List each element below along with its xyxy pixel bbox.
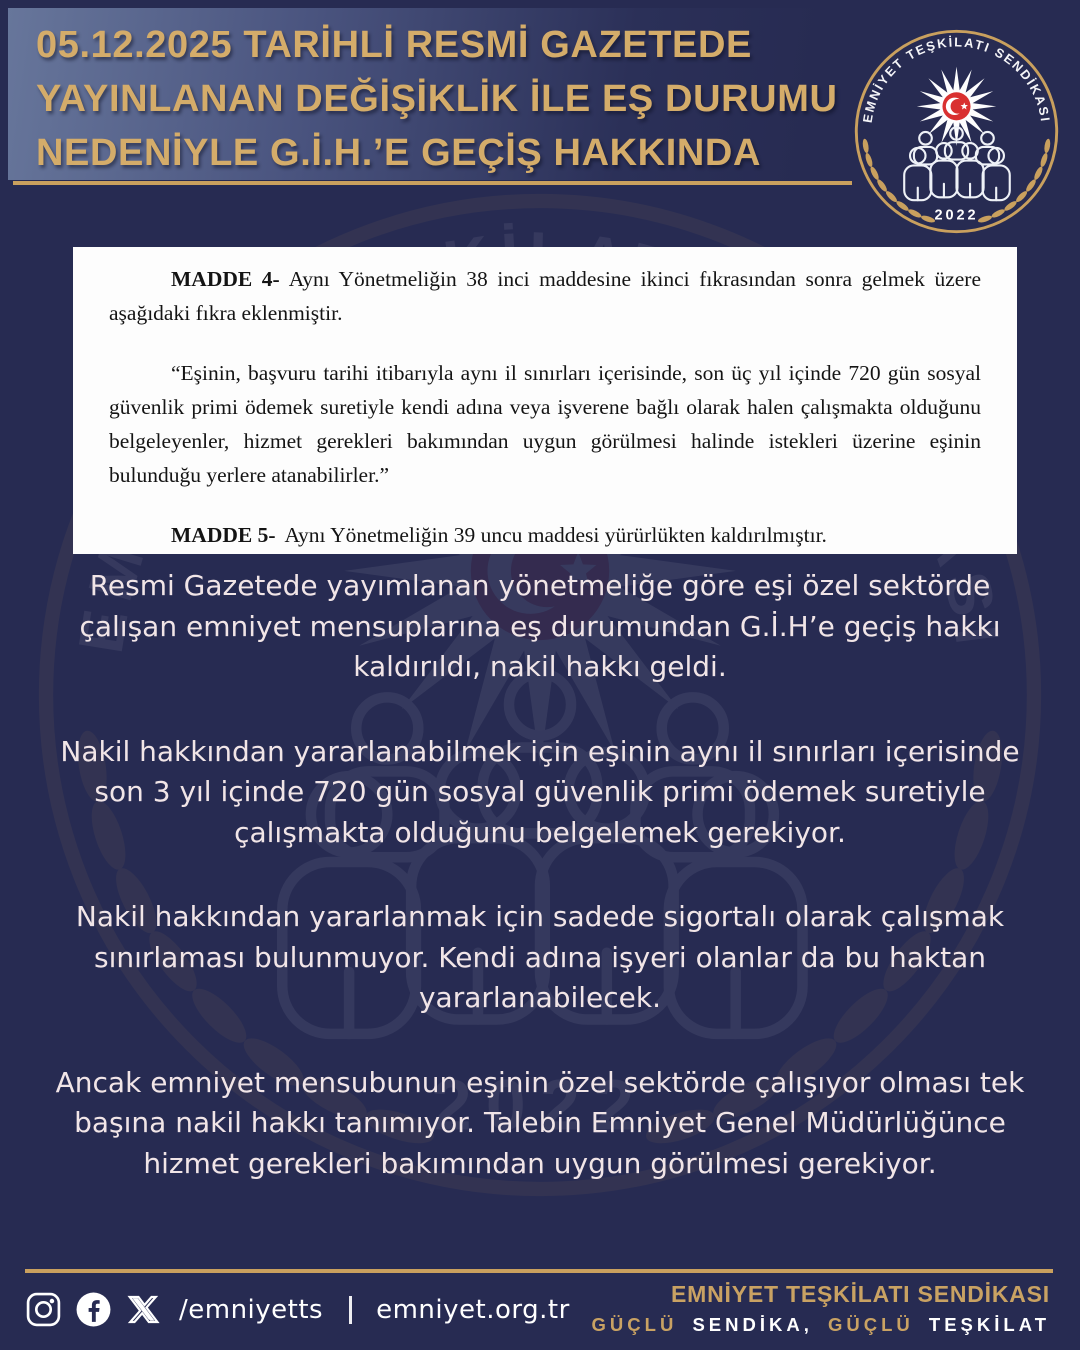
slogan-word-2: SENDİKA, [692, 1314, 813, 1335]
brand-name: EMNİYET TEŞKİLATI SENDİKASI [671, 1281, 1050, 1307]
social-handle: /emniyetts [179, 1294, 324, 1325]
title-line-2: YAYINLANAN DEĞİŞİKLİK İLE EŞ DURUMU [36, 78, 838, 120]
gazette-article-5 [109, 518, 981, 552]
gazette-article-4 [109, 262, 981, 330]
article-5-label: MADDE 5- [171, 523, 276, 547]
slogan-word-1: GÜÇLÜ [591, 1314, 678, 1335]
article-5-text: Aynı Yönetmeliğin 39 uncu maddesi yürürlükten kaldırılmıştır. [284, 523, 827, 547]
announcement-body [48, 566, 1032, 1228]
article-4-label: MADDE 4- [171, 267, 280, 291]
footer-gold-rule [25, 1269, 1053, 1273]
body-paragraph-2: Nakil hakkından yararlanabilmek için eşinin aynı il sınırları içerisinde son 3 yıl içinde 720 gün sosyal güvenlik primi ödemek suretiyle çalışmakta olduğunu belgelemek gerekiyor. [60, 734, 1020, 849]
website-url: emniyet.org.tr [376, 1294, 570, 1325]
slogan-word-3: GÜÇLÜ [828, 1314, 914, 1335]
article-4-text: Aynı Yönetmeliğin 38 inci maddesine ikinci fıkrasından sonra gelmek üzere aşağıdaki fıkra eklenmiştir. [109, 267, 982, 325]
body-paragraph-1: Resmi Gazetede yayımlanan yönetmeliğe göre eşi özel sektörde çalışan emniyet mensuplarına eş durumundan G.İ.H’e geçiş hakkı kaldırıldı, nakil hakkı geldi. [79, 569, 1001, 683]
body-paragraph-3: Nakil hakkından yararlanmak için sadede sigortalı olarak çalışmak sınırlaması bulunmuyor. Kendi adına işyeri olanlar da bu haktan yararlanabilecek. [75, 900, 1005, 1014]
footer-social [25, 1291, 570, 1328]
gazette-quoted-clause: “Eşinin, başvuru tarihi itibarıyla aynı il sınırları içerisinde, son üç yıl içinde 720 gün sosyal güvenlik primi ödemek suretiyle kendi adına veya işverene bağlı olarak halen çalışmakta olduğunu belgeleyenler, hizmet gerekleri bakımından uygun görülmesi halinde istekleri üzerine eşinin bulunduğu yerlere atanabilirler.” [109, 361, 981, 487]
title-line-1: 05.12.2025 TARİHLİ RESMİ GAZETEDE [36, 24, 752, 66]
instagram-icon [25, 1291, 62, 1328]
slogan-word-4: TEŞKİLAT [928, 1314, 1050, 1335]
facebook-icon [75, 1291, 112, 1328]
footer-divider [349, 1296, 352, 1324]
union-logo [850, 25, 1063, 238]
brand-slogan [592, 1314, 1050, 1336]
body-paragraph-4: Ancak emniyet mensubunun eşinin özel sektörde çalışıyor olması tek başına nakil hakkı tanımıyor. Talebin Emniyet Genel Müdürlüğünce hizmet gerekleri bakımından uygun görülmesi gerekiyor. [55, 1065, 1025, 1180]
header-gold-rule [13, 181, 852, 185]
page-title [36, 18, 838, 180]
gazette-excerpt [73, 247, 1017, 554]
footer-brand [592, 1281, 1050, 1336]
x-icon [125, 1291, 162, 1328]
title-line-3: NEDENİYLE G.İ.H.’E GEÇİŞ HAKKINDA [36, 132, 761, 174]
